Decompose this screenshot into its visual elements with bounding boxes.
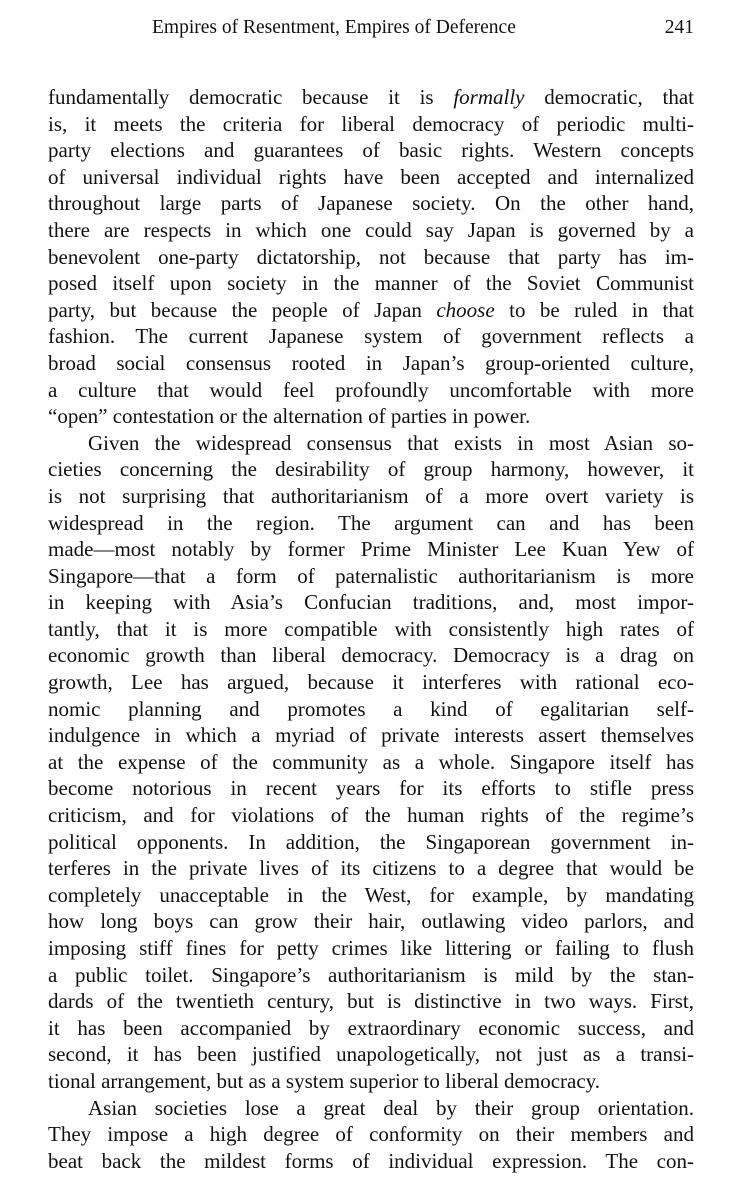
- text-line: fundamentally democratic because it is formally democratic, that: [48, 85, 694, 109]
- text-line: Asian societies lose a great deal by their group orientation.: [88, 1095, 694, 1120]
- text-line: second, it has been justified unapologetically, not just as a transi-: [48, 1042, 694, 1067]
- text-line: a culture that would feel profoundly uncomfortable with more: [48, 377, 694, 402]
- text-line: posed itself upon society in the manner of the Soviet Communist: [48, 271, 694, 296]
- text-line: benevolent one-party dictatorship, not because that party has im-: [48, 244, 694, 269]
- text-line: widespread in the region. The argument can and has been: [48, 510, 694, 535]
- text-line: it has been accompanied by extraordinary economic success, and: [48, 1015, 694, 1040]
- text-line: is not surprising that authoritarianism of a more overt variety is: [48, 483, 694, 508]
- italic-emphasis: choose: [436, 297, 495, 322]
- page-number: 241: [664, 17, 694, 38]
- text-line: party, but because the people of Japan choose to be ruled in that: [48, 297, 694, 322]
- text-line: nomic planning and promotes a kind of egalitarian self-: [48, 696, 694, 721]
- text-line: how long boys can grow their hair, outlawing video parlors, and: [48, 909, 694, 934]
- text-line: Singapore—that a form of paternalistic authoritarianism is more: [48, 563, 694, 588]
- text-line: criticism, and for violations of the human rights of the regime’s: [48, 803, 694, 828]
- text-line: made—most notably by former Prime Minister Lee Kuan Yew of: [48, 537, 694, 562]
- text-line: at the expense of the community as a whole. Singapore itself has: [48, 749, 694, 774]
- running-head-title: Empires of Resentment, Empires of Deference: [152, 17, 516, 38]
- text-line: in keeping with Asia’s Confucian traditions, and, most impor-: [48, 590, 694, 615]
- paragraph-2: [48, 430, 694, 1095]
- text-line: broad social consensus rooted in Japan’s group-oriented culture,: [48, 350, 694, 375]
- text-line: party elections and guarantees of basic rights. Western concepts: [48, 138, 694, 163]
- text-line: of universal individual rights have been accepted and internalized: [48, 164, 694, 189]
- text-line: become notorious in recent years for its efforts to stifle press: [48, 776, 694, 801]
- text-line: imposing stiff fines for petty crimes like littering or failing to flush: [48, 936, 694, 960]
- text-line: Given the widespread consensus that exists in most Asian so-: [88, 430, 694, 455]
- text-line: dards of the twentieth century, but is distinctive in two ways. First,: [48, 989, 694, 1014]
- text-line: “open” contestation or the alternation of parties in power.: [48, 404, 531, 429]
- text-line: tantly, that it is more compatible with consistently high rates of: [48, 616, 694, 641]
- text-line: political opponents. In addition, the Singaporean government in-: [48, 829, 694, 854]
- text-line: there are respects in which one could say Japan is governed by a: [48, 217, 694, 242]
- text-line: economic growth than liberal democracy. Democracy is a drag on: [48, 643, 694, 668]
- paragraph-3: [48, 1095, 694, 1175]
- italic-emphasis: formally: [453, 85, 525, 109]
- text-line: tional arrangement, but as a system superior to liberal democracy.: [48, 1068, 601, 1093]
- text-line: beat back the mildest forms of individual expression. The con-: [48, 1148, 694, 1173]
- paragraph-1: [48, 84, 694, 430]
- text-line: fashion. The current Japanese system of government reflects a: [48, 324, 694, 349]
- text-line: completely unacceptable in the West, for example, by mandating: [48, 882, 694, 907]
- text-line: a public toilet. Singapore’s authoritarianism is mild by the stan-: [48, 962, 694, 987]
- text-line: growth, Lee has argued, because it interferes with rational eco-: [48, 670, 694, 695]
- text-line: throughout large parts of Japanese society. On the other hand,: [48, 191, 694, 216]
- text-line: indulgence in which a myriad of private interests assert themselves: [48, 723, 694, 748]
- running-head: [152, 14, 694, 42]
- text-line: cieties concerning the desirability of group harmony, however, it: [48, 457, 694, 482]
- text-line: terferes in the private lives of its citizens to a degree that would be: [48, 856, 694, 881]
- text-line: is, it meets the criteria for liberal democracy of periodic multi-: [48, 111, 694, 136]
- body-text: [48, 84, 694, 1174]
- text-line: They impose a high degree of conformity on their members and: [48, 1122, 694, 1147]
